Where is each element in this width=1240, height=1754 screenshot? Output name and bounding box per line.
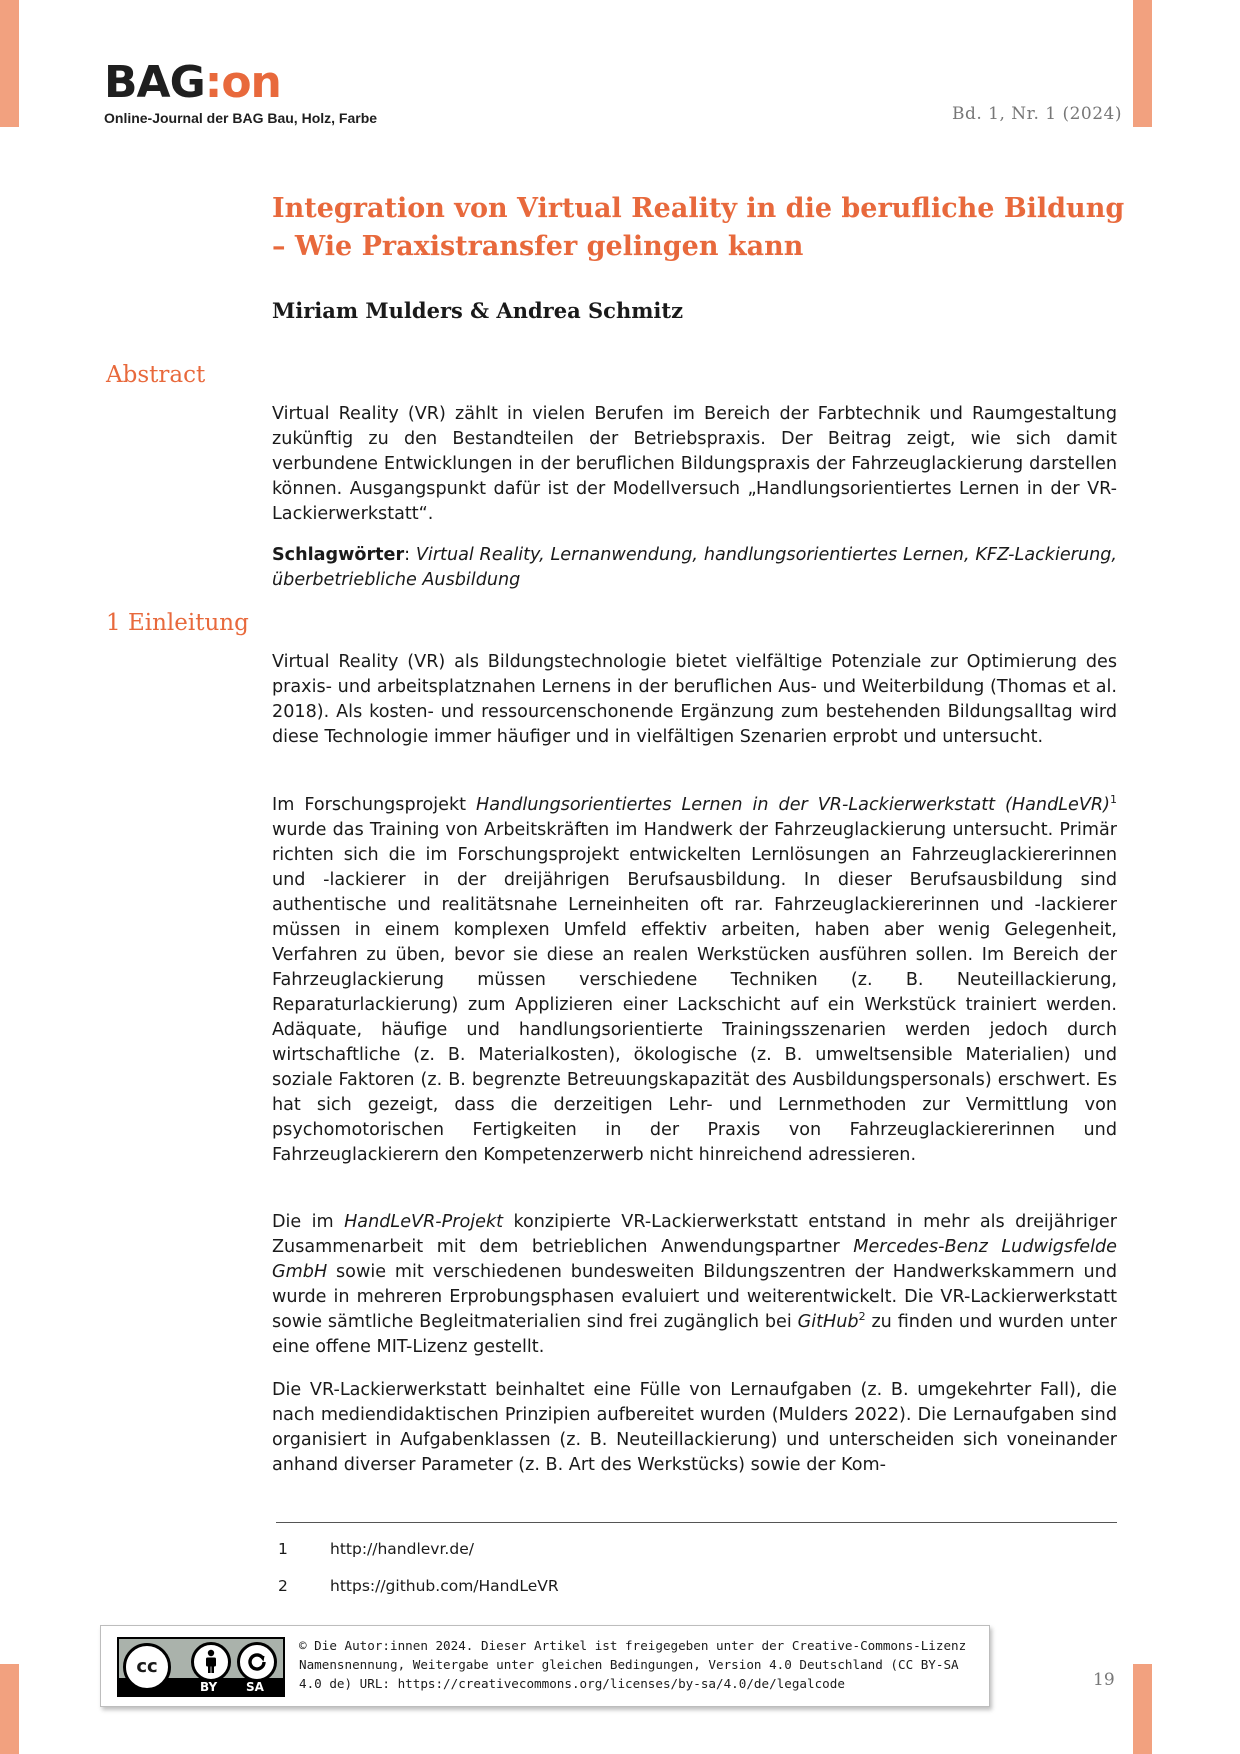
- keywords-label: Schlagwörter: [272, 545, 405, 565]
- badge-label-by: BY: [200, 1680, 218, 1694]
- attribution-icon: [191, 1642, 231, 1682]
- project-italic: HandLeVR-Projekt: [344, 1212, 504, 1232]
- article-authors: Miriam Mulders & Andrea Schmitz: [272, 298, 684, 323]
- keywords-separator: :: [404, 545, 416, 565]
- footnote-1: [278, 1540, 474, 1558]
- paragraph-4: Die VR-Lackierwerkstatt beinhaltet eine Fülle von Lernaufgaben (z. B. umgekehrter Fall), die nach mediendidaktischen Prinzipien aufbereitet wurden (Mulders 2022). Die Lernaufgaben sind organisiert in Aufgabenklassen (z. B. Neuteillackierung) und unterscheiden sich voneinander anhand diverser Parameter (z. B. Art des Werkstücks) sowie der Kom-: [272, 1380, 1117, 1475]
- issue-info: Bd. 1, Nr. 1 (2024): [952, 104, 1122, 124]
- journal-logo: [104, 58, 281, 108]
- paragraph-3: [272, 1210, 1117, 1360]
- paragraph-1: Virtual Reality (VR) als Bildungstechnologie bietet vielfältige Potenziale zur Optimierung des praxis- und arbeitsplatznahen Lernens in der beruflichen Aus- und Weiterbildung (Thomas et al. 2018). Als kosten- und ressourcenschonende Ergänzung zum bestehenden Bildungsalltag wird diese Technologie immer häufiger und in vielfältigen Szenarien erprobt und untersucht.: [272, 652, 1117, 747]
- keywords: [272, 543, 1117, 593]
- logo-bag-text: BAG: [104, 57, 205, 108]
- decorative-bar-top-left: [0, 0, 19, 127]
- cc-by-sa-badge[interactable]: [117, 1637, 285, 1697]
- footnote-ref-2[interactable]: 2: [858, 1310, 866, 1324]
- decorative-bar-bottom-right: [1133, 1664, 1152, 1754]
- license-box: [100, 1625, 990, 1707]
- paragraph-2-text-a: Im Forschungsprojekt: [272, 795, 477, 815]
- paragraph-2-text-b: wurde das Training von Arbeitskräften im Handwerk der Fahrzeuglackierung untersucht. Primär richten sich die im Forschungsprojekt entwickelten Lernlösungen an Fahrzeuglackiererinnen und -lackierer in der dreijährigen Berufsausbildung. In dieser Berufsausbildung sind authentische und realitätsnahe Lerneinheiten oft rar. Fahrzeuglackiererinnen und -lackierer müssen in einem komplexen Umfeld effektiv arbeiten, haben aber wenig Gelegenheit, Verfahren zu üben, bevor sie diese an realen Werkstücken ausführen sollen. Im Bereich der Fahrzeuglackierung müssen verschiedene Techniken (z. B. Neuteillackierung, Reparaturlackierung) zum Applizieren einer Lackschicht auf ein Werkstück trainiert werden. Adäquate, häufige und handlungsorientierte Trainingsszenarien werden jedoch durch wirtschaftliche (z. B. Materialkosten), ökologische (z. B. umweltsensible Materialien) und soziale Faktoren (z. B. begrenzte Betreuungskapazität des Ausbildungspersonals) erschwert. Es hat sich gezeigt, dass die derzeitigen Lehr- und Lernmethoden zur Vermittlung von psychomotorischen Fertigkeiten in der Praxis von Fahrzeuglackiererinnen und Fahrzeuglackierern den Kompetenzerwerb nicht hinreichend adressieren.: [272, 820, 1117, 1165]
- article-title: Integration von Virtual Reality in die berufliche Bildung – Wie Praxistransfer gelingen kann: [272, 193, 1125, 262]
- abstract-text: Virtual Reality (VR) zählt in vielen Berufen im Bereich der Farbtechnik und Raumgestaltung zukünftig zu den Bestandteilen der Betriebspraxis. Der Beitrag zeigt, wie sich damit verbundene Entwicklungen in der beruflichen Bildungspraxis der Fahrzeuglackierung darstellen können. Ausgangspunkt dafür ist der Modellversuch „Handlungsorientiertes Lernen in der VR-Lackierwerkstatt“.: [272, 404, 1117, 524]
- paragraph-3-text-b: konzipierte VR-Lackierwerkstatt entstand in mehr als dreijähriger Zusammenarbeit mit dem betrieblichen Anwendungspartner: [272, 1212, 1117, 1257]
- footnote-2: [278, 1577, 559, 1595]
- section-heading-einleitung: 1 Einleitung: [106, 610, 249, 636]
- keywords-list: Virtual Reality, Lernanwendung, handlungsorientiertes Lernen, KFZ-Lackierung, überbetriebliche Ausbildung: [272, 545, 1117, 590]
- abstract-heading: Abstract: [106, 362, 206, 388]
- badge-label-sa: SA: [246, 1680, 264, 1694]
- cc-icon: cc: [123, 1643, 171, 1691]
- footnote-divider: [276, 1522, 1117, 1523]
- person-icon: [194, 1645, 228, 1679]
- partner-italic: Mercedes-Benz Ludwigsfelde GmbH: [272, 1237, 1117, 1282]
- footnote-link[interactable]: http://handlevr.de/: [330, 1540, 474, 1558]
- decorative-bar-bottom-left: [0, 1664, 19, 1754]
- footnote-link[interactable]: https://github.com/HandLeVR: [330, 1577, 559, 1595]
- footnote-number: 1: [278, 1540, 288, 1558]
- share-alike-icon: [237, 1642, 277, 1682]
- paragraph-2: [272, 793, 1117, 1168]
- paragraph-3-text-c: sowie mit verschiedenen bundesweiten Bildungszentren der Handwerkskammern und wurde in mehreren Erprobungsphasen evaluiert und weiterentwickelt. Die VR-Lackierwerkstatt sowie sämtliche Begleitmaterialien sind frei zugänglich bei: [272, 1262, 1117, 1332]
- logo-on-text: on: [221, 57, 281, 108]
- footnote-number: 2: [278, 1577, 288, 1595]
- decorative-bar-top-right: [1133, 0, 1152, 127]
- license-text: © Die Autor:innen 2024. Dieser Artikel ist freigegeben unter der Creative-Commons-Lizenz Namensnennung, Weitergabe unter gleichen Bedingungen, Version 4.0 Deutschland (CC BY-SA 4.0 de) URL: https://creativecommons.org/licenses/by-sa/4.0/de/legalcode: [299, 1638, 967, 1691]
- project-name-italic: Handlungsorientiertes Lernen in der VR-Lackierwerkstatt (HandLeVR): [476, 795, 1110, 815]
- logo-colon: :: [204, 57, 222, 108]
- journal-name: Online-Journal der BAG Bau, Holz, Farbe: [104, 110, 378, 126]
- paragraph-3-text-a: Die im: [272, 1212, 345, 1232]
- paragraph-3-text-d: zu finden und wurden unter eine offene MIT-Lizenz gestellt.: [272, 1312, 1117, 1357]
- github-italic: GitHub: [797, 1312, 859, 1332]
- footnote-ref-1[interactable]: 1: [1110, 793, 1117, 807]
- share-alike-arrow-icon: [240, 1645, 274, 1679]
- page-number: 19: [1093, 1670, 1115, 1690]
